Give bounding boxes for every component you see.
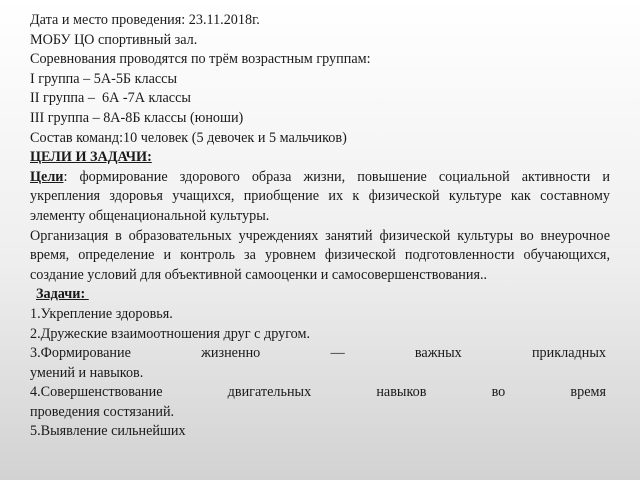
group-3: III группа – 8А-8Б классы (юноши) bbox=[30, 109, 244, 126]
task-item-4-line bbox=[30, 383, 606, 403]
task-3-word: прикладных bbox=[531, 345, 606, 362]
task-item-4-tail: проведения состязаний. bbox=[30, 403, 175, 420]
task-item-2: 2.Дружеские взаимоотношения друг с другом. bbox=[30, 325, 311, 342]
task-item-4 bbox=[30, 383, 610, 422]
goals-text: : формирование здорового образа жизни, повышение социальной активности и укрепления здоровья учащихся, приобщение их к физической культуре как составному элементу общенациональной культуры. bbox=[30, 168, 610, 224]
task-3-word: жизненно bbox=[201, 345, 261, 362]
goals-label: Цели bbox=[30, 168, 64, 185]
task-3-word: важных bbox=[414, 345, 462, 362]
organization-paragraph: Организация в образовательных учреждениях занятий физической культуры во внеурочное время, определение и контроль за уровнем физической подготовленности обучающихся, создание условий для объективной самооценки и самосовершенствования.. bbox=[30, 227, 610, 283]
group-1: I группа – 5А-5Б классы bbox=[30, 70, 178, 87]
goals-heading: ЦЕЛИ И ЗАДАЧИ: bbox=[30, 149, 152, 166]
date-line: Дата и место проведения: 23.11.2018г. bbox=[30, 12, 260, 28]
task-3-word: 3.Формирование bbox=[30, 345, 131, 362]
task-item-3-tail: умений и навыков. bbox=[30, 364, 144, 381]
tasks-heading bbox=[30, 285, 610, 305]
task-item-3-line bbox=[30, 344, 606, 364]
task-4-word: время bbox=[570, 384, 606, 401]
goals-paragraph bbox=[30, 168, 610, 227]
tasks-label: Задачи bbox=[36, 286, 81, 303]
task-4-word: навыков bbox=[376, 384, 427, 401]
task-4-word: двигательных bbox=[227, 384, 312, 401]
team-line: Состав команд:10 человек (5 девочек и 5 мальчиков) bbox=[30, 129, 347, 146]
groups-intro: Соревнования проводятся по трём возрастным группам: bbox=[30, 51, 371, 68]
task-item-5: 5.Выявление сильнейших bbox=[30, 423, 186, 440]
tasks-label-suffix: : bbox=[80, 286, 89, 303]
group-2: II группа – 6А -7А классы bbox=[30, 90, 191, 107]
task-4-word: 4.Совершенствование bbox=[30, 384, 163, 401]
venue-line: МОБУ ЦО спортивный зал. bbox=[30, 31, 198, 48]
task-item-3 bbox=[30, 344, 610, 383]
task-item-1: 1.Укрепление здоровья. bbox=[30, 305, 173, 322]
task-3-word: — bbox=[330, 345, 345, 362]
task-4-word: во bbox=[491, 384, 506, 401]
